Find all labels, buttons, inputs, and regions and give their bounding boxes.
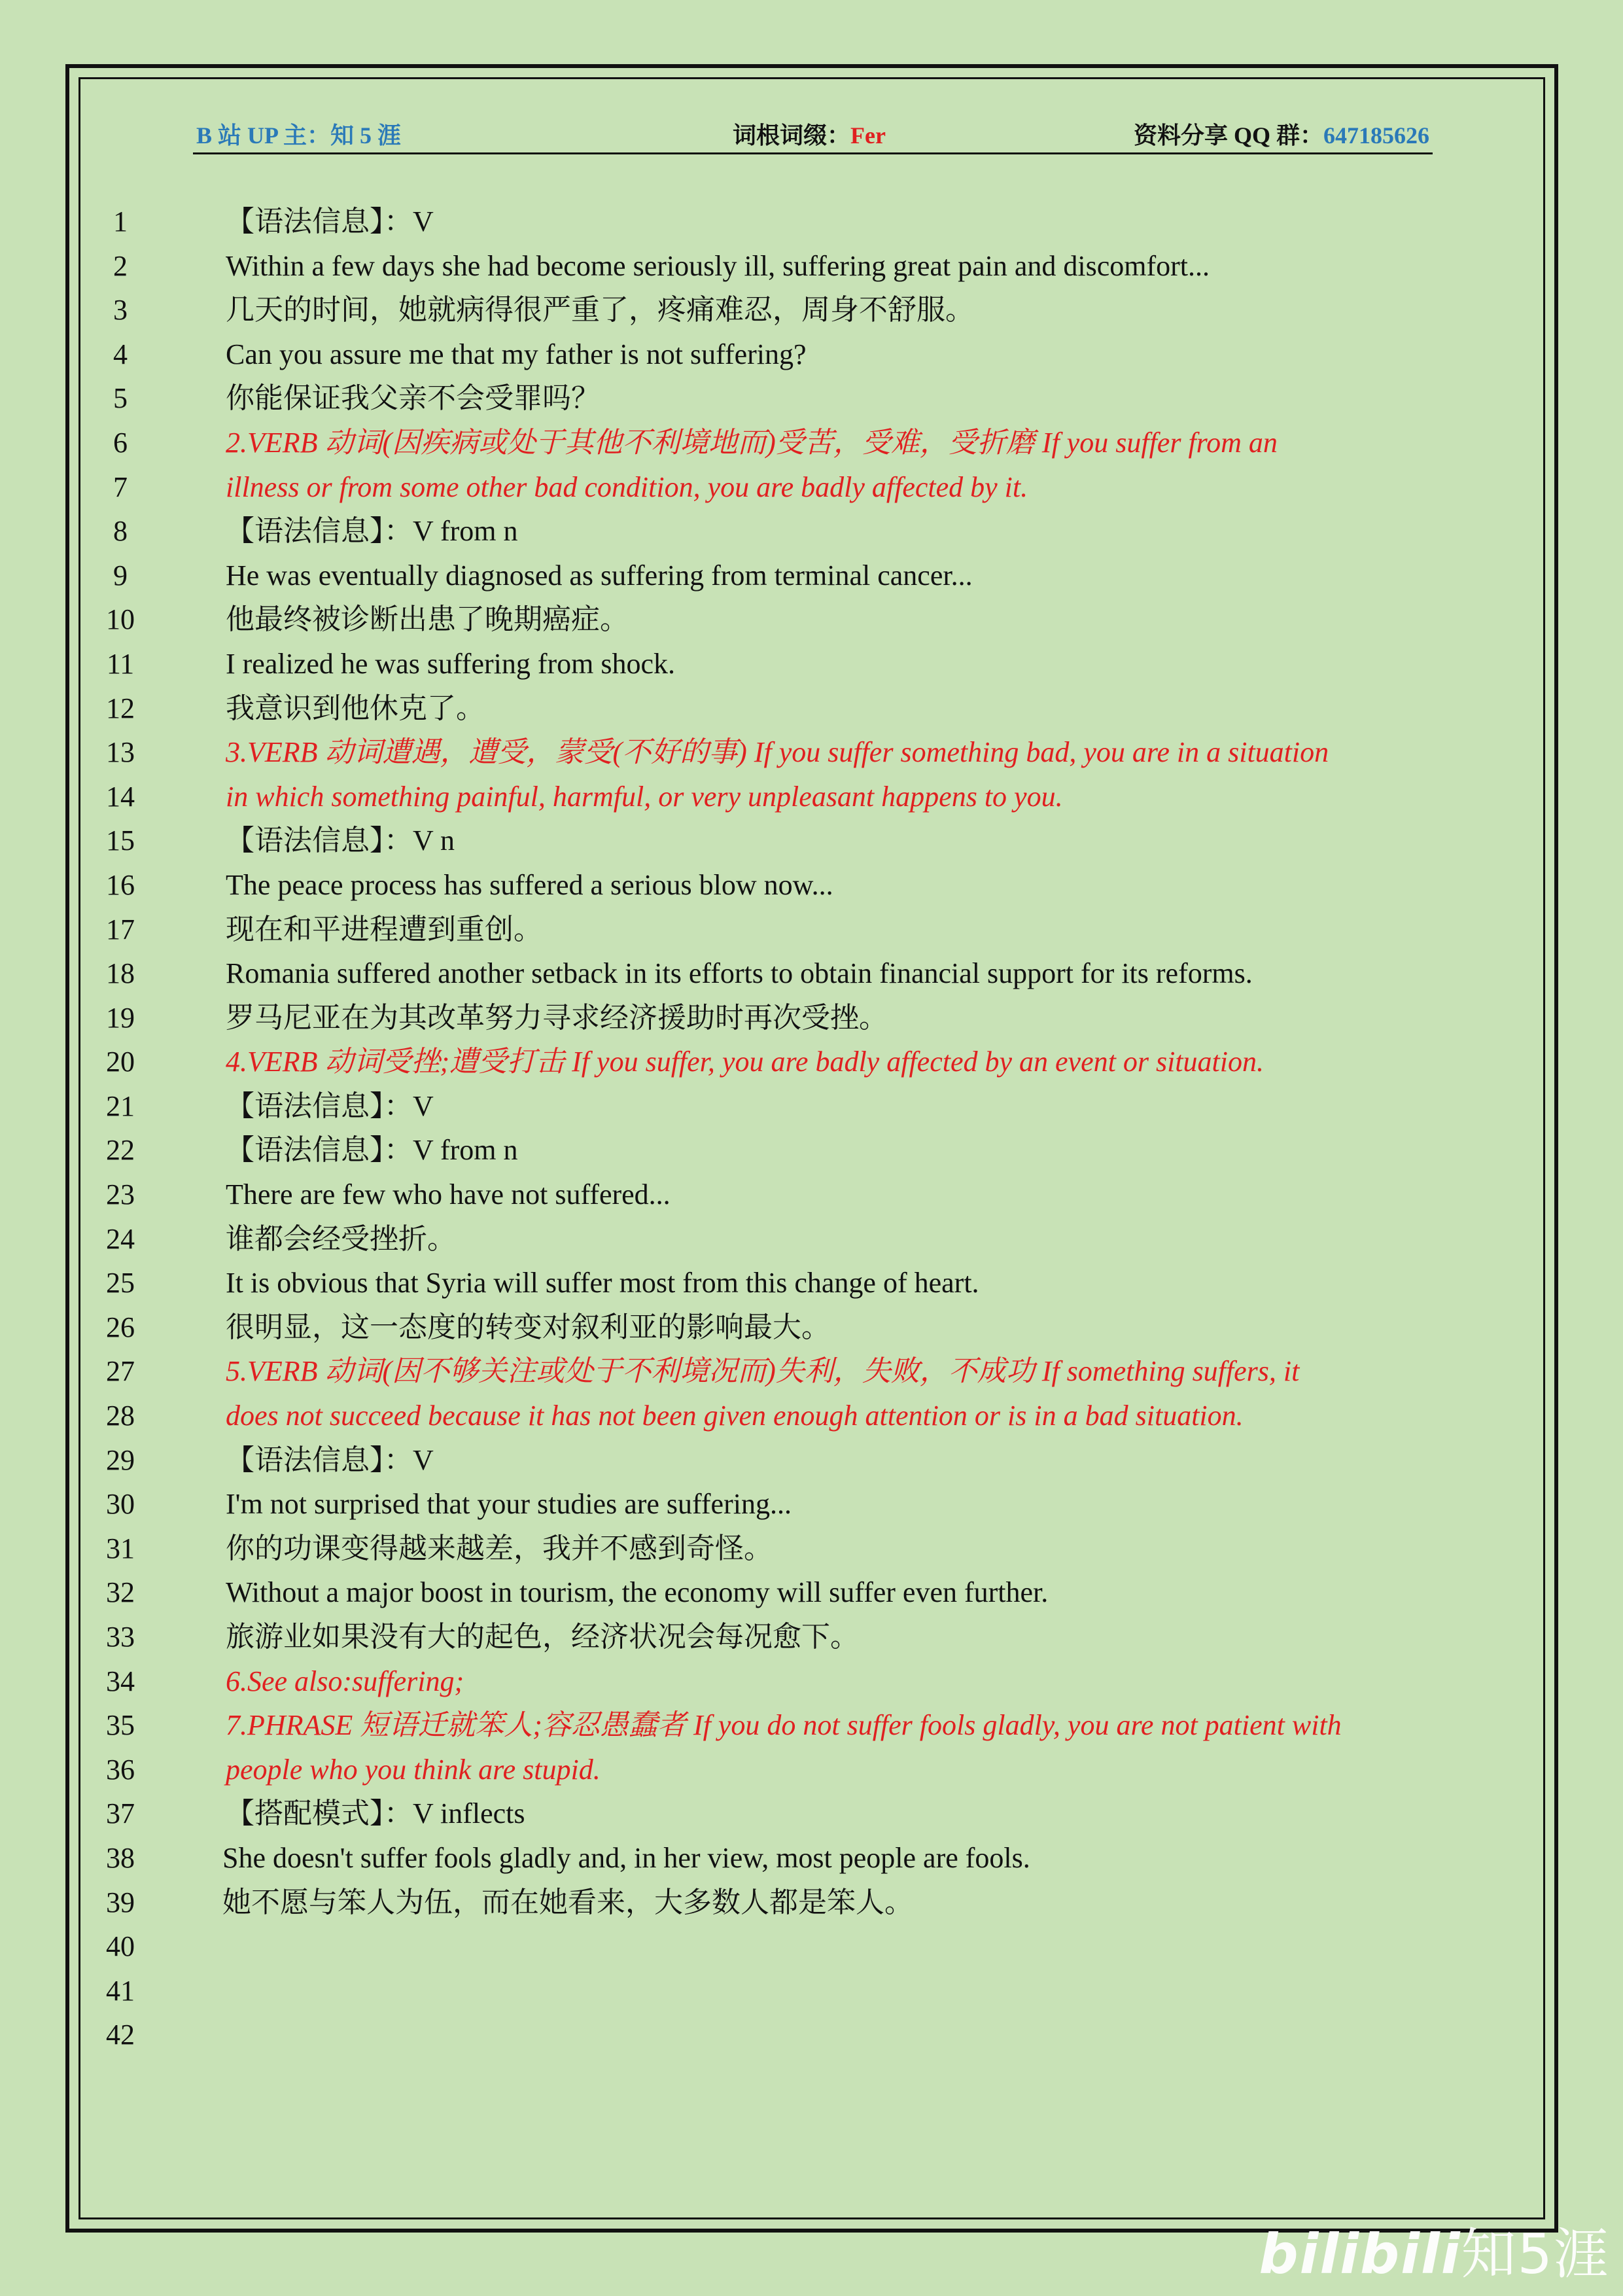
line-text: 【搭配模式】：V inflects bbox=[226, 1797, 525, 1830]
line-number: 38 bbox=[106, 1841, 135, 1874]
line-number: 31 bbox=[106, 1532, 135, 1564]
header-root-value: Fer bbox=[850, 122, 886, 149]
watermark-text: 知5涯 bbox=[1461, 2222, 1610, 2286]
line-text: Romania suffered another setback in its efforts to obtain financial support for its reforms. bbox=[226, 957, 1253, 990]
line-row bbox=[92, 908, 1465, 952]
line-text: Without a major boost in tourism, the economy will suffer even further. bbox=[226, 1576, 1049, 1609]
definition-text: 3.VERB 动词遭遇，遭受，蒙受(不好的事) If you suffer something bad, you are in a situation bbox=[226, 736, 1329, 769]
line-number: 35 bbox=[106, 1709, 135, 1742]
line-row bbox=[92, 1792, 1465, 1836]
line-number: 36 bbox=[106, 1753, 135, 1786]
line-number: 6 bbox=[113, 426, 128, 459]
definition-text: people who you think are stupid. bbox=[226, 1753, 601, 1786]
line-number: 10 bbox=[106, 603, 135, 636]
line-text: Within a few days she had become seriously ill, suffering great pain and discomfort... bbox=[226, 249, 1210, 282]
line-row bbox=[92, 686, 1465, 731]
line-text: It is obvious that Syria will suffer most from this change of heart. bbox=[226, 1267, 979, 1299]
definition-text: does not succeed because it has not been given enough attention or is in a bad situation. bbox=[226, 1400, 1244, 1432]
line-row bbox=[92, 730, 1465, 775]
line-row bbox=[92, 509, 1465, 554]
line-row bbox=[92, 1615, 1465, 1659]
line-number: 22 bbox=[106, 1134, 135, 1167]
line-number: 33 bbox=[106, 1621, 135, 1653]
line-number: 28 bbox=[106, 1400, 135, 1432]
line-text: I realized he was suffering from shock. bbox=[226, 647, 676, 680]
line-number: 9 bbox=[113, 559, 128, 592]
bilibili-logo: bilibili bbox=[1259, 2222, 1461, 2286]
line-row bbox=[92, 1349, 1465, 1394]
line-row bbox=[92, 951, 1465, 996]
line-number: 3 bbox=[113, 294, 128, 327]
line-text: 【语法信息】：V bbox=[226, 1089, 434, 1122]
line-number: 32 bbox=[106, 1576, 135, 1609]
line-text: He was eventually diagnosed as suffering from terminal cancer... bbox=[226, 559, 973, 592]
line-row bbox=[92, 554, 1465, 598]
line-row bbox=[92, 1748, 1465, 1792]
definition-text: in which something painful, harmful, or very unpleasant happens to you. bbox=[226, 780, 1063, 813]
header-qq-value: 647185626 bbox=[1323, 122, 1429, 149]
line-text: 【语法信息】：V bbox=[226, 205, 434, 238]
line-row bbox=[92, 775, 1465, 819]
header-qq-label: 资料分享 QQ 群： bbox=[1133, 122, 1323, 149]
definition-text: 4.VERB 动词受挫;遭受打击 If you suffer, you are badly affected by an event or situation. bbox=[226, 1046, 1264, 1078]
line-text: 现在和平进程遭到重创。 bbox=[226, 913, 542, 945]
line-number: 8 bbox=[113, 515, 128, 548]
line-text: 旅游业如果没有大的起色，经济状况会每况愈下。 bbox=[226, 1621, 859, 1653]
definition-text: 6.See also:suffering; bbox=[226, 1665, 464, 1697]
line-row bbox=[92, 1084, 1465, 1129]
line-text: 罗马尼亚在为其改革努力寻求经济援助时再次受挫。 bbox=[226, 1001, 888, 1034]
line-number: 24 bbox=[106, 1222, 135, 1255]
line-number: 2 bbox=[113, 249, 128, 282]
line-number: 21 bbox=[106, 1089, 135, 1122]
line-row bbox=[92, 1969, 1465, 2013]
line-row bbox=[92, 1836, 1465, 1881]
line-number: 39 bbox=[106, 1886, 135, 1918]
page-header bbox=[193, 115, 1433, 154]
line-row bbox=[92, 996, 1465, 1040]
line-text: 她不愿与笨人为伍，而在她看来，大多数人都是笨人。 bbox=[222, 1886, 913, 1918]
line-text: The peace process has suffered a serious blow now... bbox=[226, 868, 833, 901]
line-row bbox=[92, 1128, 1465, 1173]
line-number: 41 bbox=[106, 1974, 135, 2007]
bilibili-watermark bbox=[1259, 2210, 1610, 2289]
line-text: 我意识到他休克了。 bbox=[226, 692, 485, 724]
line-text: Can you assure me that my father is not suffering? bbox=[226, 338, 807, 370]
line-row bbox=[92, 863, 1465, 908]
line-number: 11 bbox=[106, 647, 135, 680]
line-number: 20 bbox=[106, 1046, 135, 1078]
line-text: There are few who have not suffered... bbox=[226, 1178, 671, 1211]
line-row bbox=[92, 1394, 1465, 1438]
line-row bbox=[92, 288, 1465, 332]
line-row bbox=[92, 597, 1465, 642]
header-qq-group bbox=[1134, 117, 1429, 150]
line-text: 你能保证我父亲不会受罪吗？ bbox=[226, 382, 600, 415]
line-number: 19 bbox=[106, 1001, 135, 1034]
line-row bbox=[92, 244, 1465, 289]
line-row bbox=[92, 1527, 1465, 1571]
line-row bbox=[92, 1659, 1465, 1704]
line-row bbox=[92, 376, 1465, 421]
line-text: 【语法信息】：V from n bbox=[226, 1134, 518, 1167]
line-text: 很明显，这一态度的转变对叙利亚的影响最大。 bbox=[226, 1311, 830, 1343]
line-number: 4 bbox=[113, 338, 128, 370]
line-row bbox=[92, 421, 1465, 465]
line-number: 18 bbox=[106, 957, 135, 990]
line-number: 1 bbox=[113, 205, 128, 238]
definition-text: 2.VERB 动词(因疾病或处于其他不利境地而)受苦，受难，受折磨 If you suffer from an bbox=[226, 426, 1278, 459]
line-number: 16 bbox=[106, 868, 135, 901]
line-number: 40 bbox=[106, 1930, 135, 1963]
line-row bbox=[92, 1261, 1465, 1305]
line-row bbox=[92, 1924, 1465, 1969]
line-text: 【语法信息】：V from n bbox=[226, 515, 518, 548]
line-number: 14 bbox=[106, 780, 135, 813]
line-row bbox=[92, 642, 1465, 686]
line-row bbox=[92, 2013, 1465, 2057]
line-number: 29 bbox=[106, 1443, 135, 1476]
line-text: 谁都会经受挫折。 bbox=[226, 1222, 456, 1255]
line-row bbox=[92, 1040, 1465, 1084]
header-root bbox=[733, 117, 886, 150]
line-number: 5 bbox=[113, 382, 128, 415]
line-row bbox=[92, 1881, 1465, 1925]
line-row bbox=[92, 465, 1465, 510]
line-row bbox=[92, 1703, 1465, 1748]
line-number: 30 bbox=[106, 1488, 135, 1521]
line-row bbox=[92, 1305, 1465, 1350]
numbered-lines bbox=[92, 200, 1465, 2057]
line-number: 15 bbox=[106, 824, 135, 857]
line-text: I'm not surprised that your studies are suffering... bbox=[226, 1488, 792, 1521]
line-number: 34 bbox=[106, 1665, 135, 1697]
line-number: 25 bbox=[106, 1267, 135, 1299]
line-text: 【语法信息】：V bbox=[226, 1443, 434, 1476]
line-text: 【语法信息】：V n bbox=[226, 824, 455, 857]
line-row bbox=[92, 819, 1465, 863]
line-text: 几天的时间，她就病得很严重了，疼痛难忍，周身不舒服。 bbox=[226, 294, 974, 327]
line-row bbox=[92, 332, 1465, 377]
line-number: 23 bbox=[106, 1178, 135, 1211]
line-row bbox=[92, 1438, 1465, 1483]
line-number: 42 bbox=[106, 2019, 135, 2051]
line-number: 7 bbox=[113, 470, 128, 503]
line-text: She doesn't suffer fools gladly and, in her view, most people are fools. bbox=[222, 1841, 1030, 1874]
header-uploader: B 站 UP 主：知 5 涯 bbox=[196, 122, 402, 149]
line-number: 26 bbox=[106, 1311, 135, 1343]
line-text: 你的功课变得越来越差，我并不感到奇怪。 bbox=[226, 1532, 773, 1564]
line-text: 他最终被诊断出患了晚期癌症。 bbox=[226, 603, 629, 636]
line-number: 27 bbox=[106, 1355, 135, 1388]
line-row bbox=[92, 200, 1465, 244]
line-number: 17 bbox=[106, 913, 135, 945]
definition-text: 7.PHRASE 短语迁就笨人;容忍愚蠢者 If you do not suffer fools gladly, you are not patient with bbox=[226, 1709, 1342, 1742]
definition-text: 5.VERB 动词(因不够关注或处于不利境况而)失利，失败，不成功 If something suffers, it bbox=[226, 1355, 1300, 1388]
line-number: 12 bbox=[106, 692, 135, 724]
header-root-label: 词根词缀： bbox=[733, 122, 851, 149]
line-row bbox=[92, 1482, 1465, 1527]
line-row bbox=[92, 1570, 1465, 1615]
line-row bbox=[92, 1217, 1465, 1262]
line-row bbox=[92, 1173, 1465, 1217]
definition-text: illness or from some other bad condition, you are badly affected by it. bbox=[226, 470, 1028, 503]
line-number: 13 bbox=[106, 736, 135, 769]
line-number: 37 bbox=[106, 1797, 135, 1830]
